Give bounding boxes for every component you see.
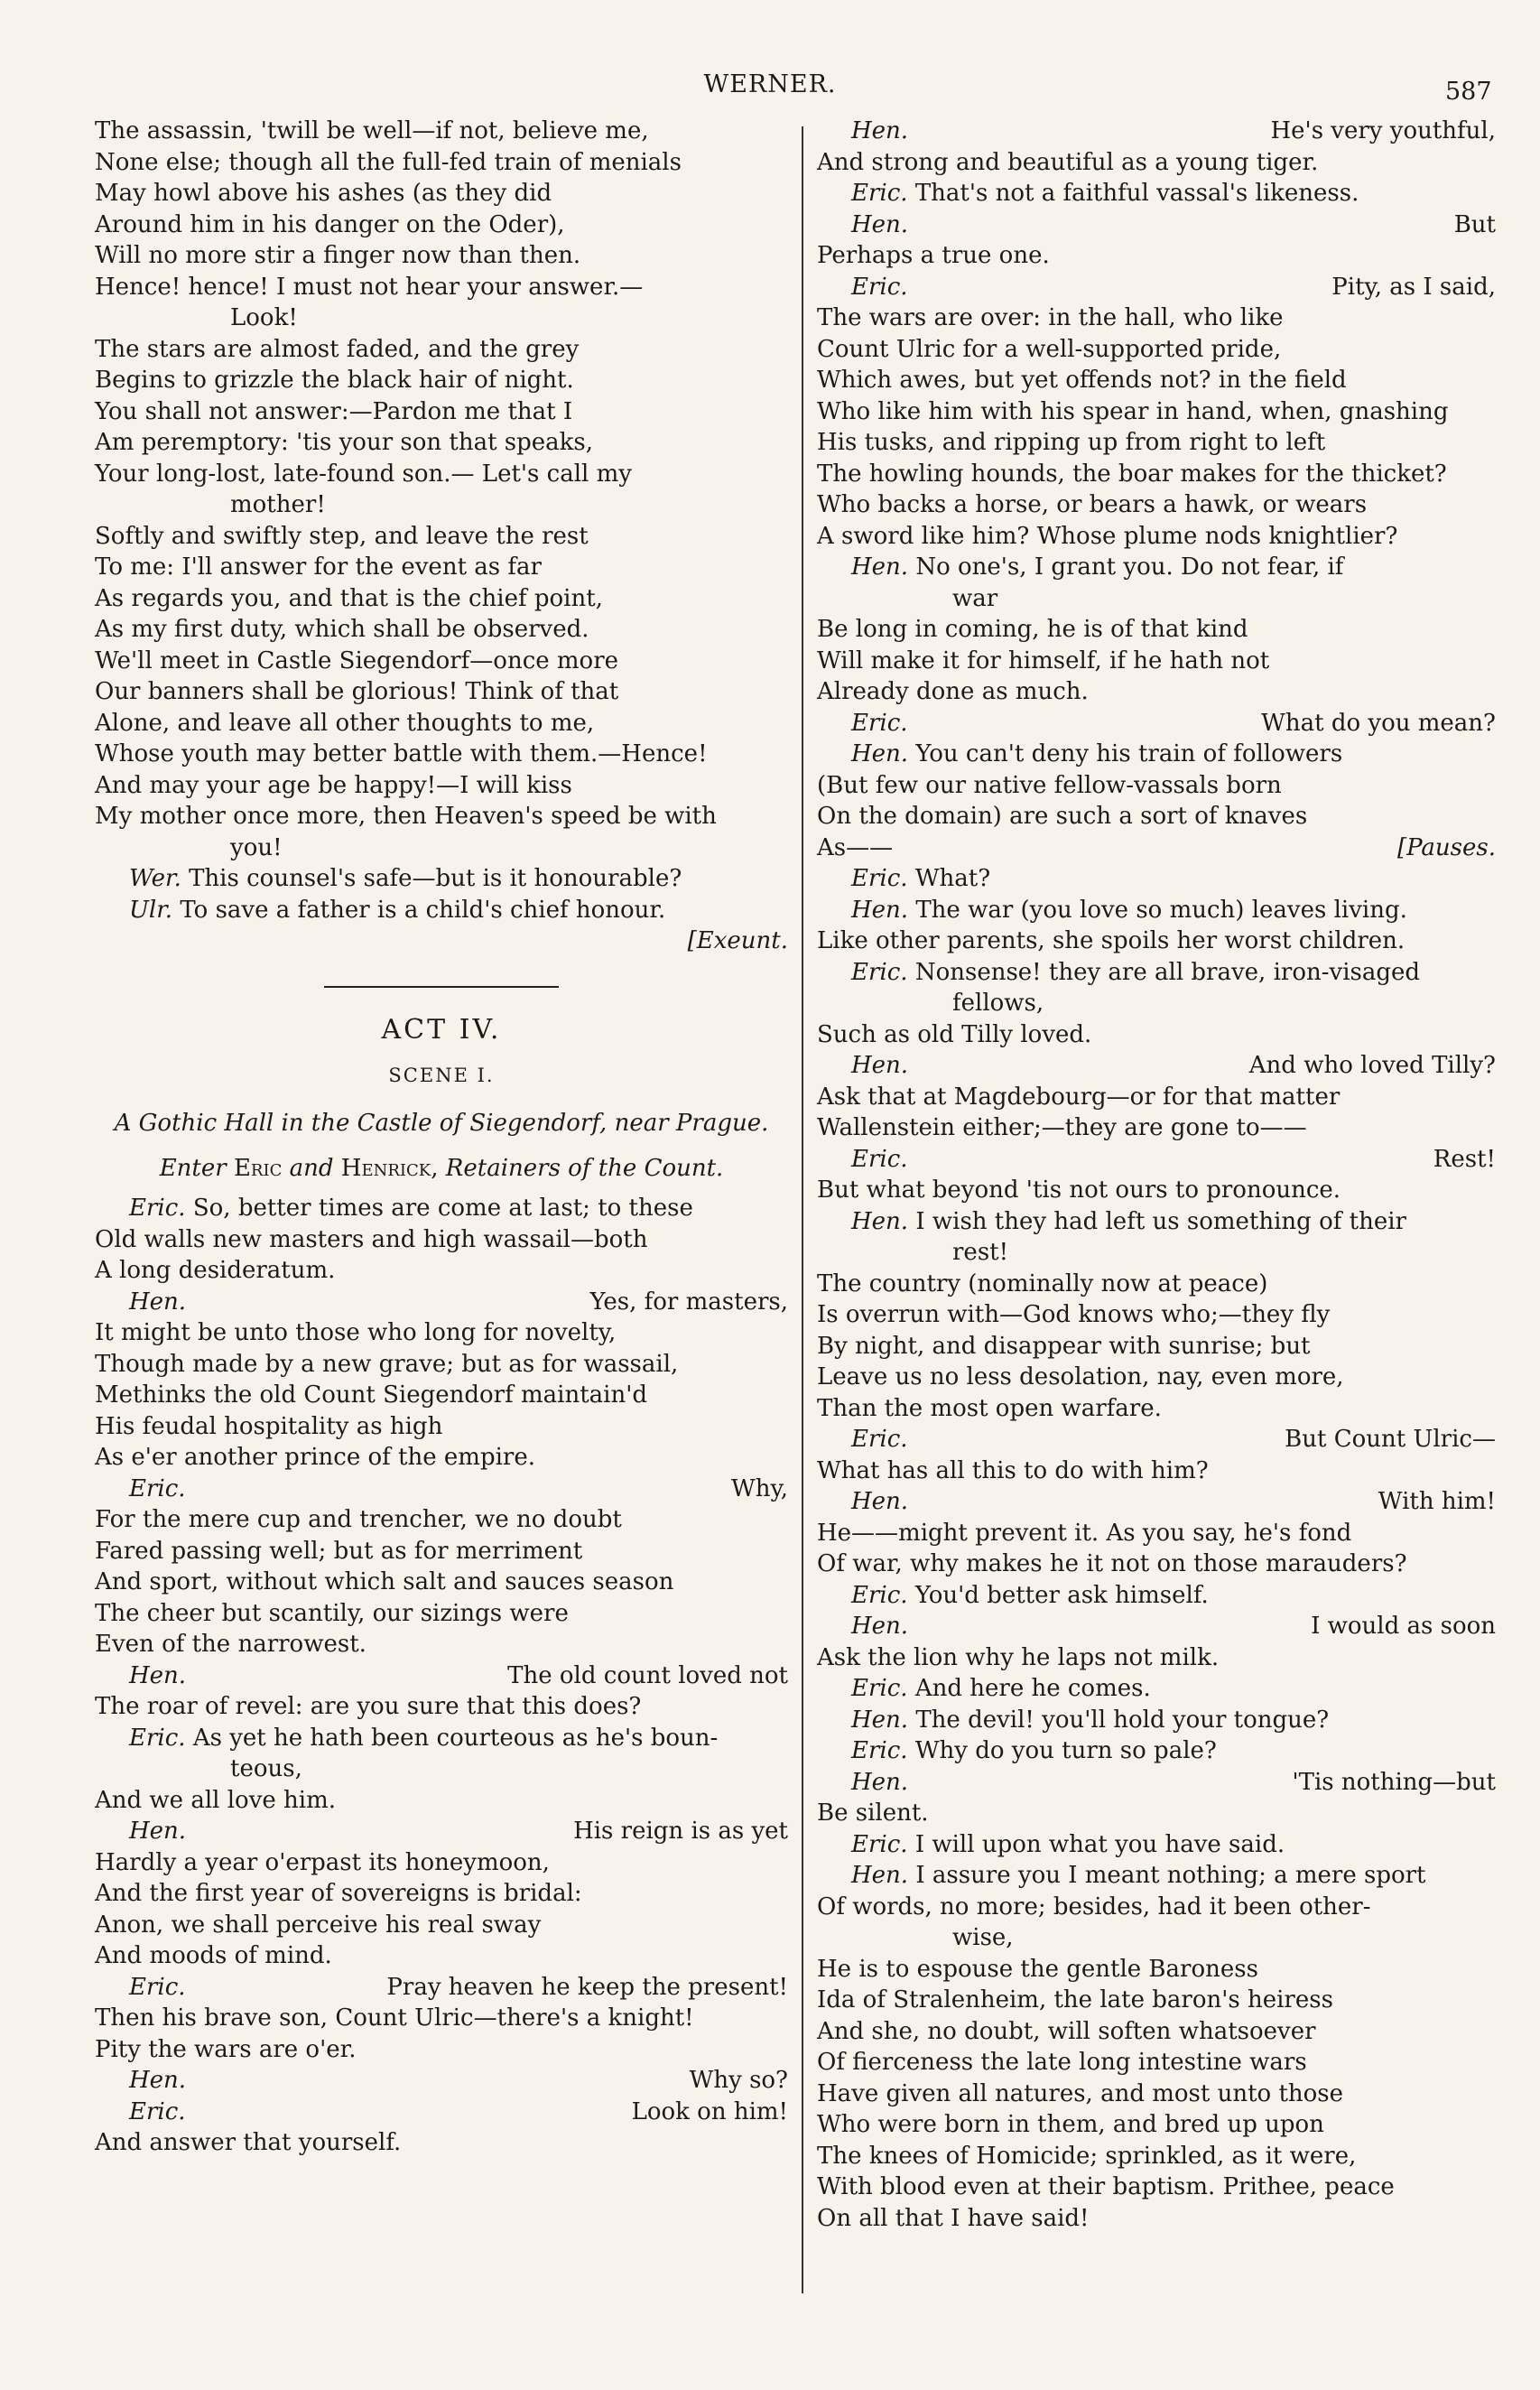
speech-line: Hen. I wish they had left us something of their [851,1207,1406,1235]
verse-line: Will no more stir a finger now than then. [95,242,581,269]
speech-line: Is overrun with—God knows who;—they fly [817,1301,1331,1328]
speech-line: Hen. The war (you love so much) leaves living. [851,896,1407,924]
speech-line: Eric. I will upon what you have said. [851,1830,1285,1858]
verse-line: None else; though all the full-fed train of menials [95,148,682,176]
stage-direction-exeunt: [Exeunt. [687,927,788,954]
speech-line: Perhaps a true one. [817,242,1050,269]
speech-line: Eric. So, better times are come at last; to these [129,1195,693,1222]
speaker-label: Hen. [851,553,909,581]
speech-line: Hen. The devil! you'll hold your tongue? [851,1706,1330,1734]
speaker-label: Hen. [851,1768,909,1796]
speech-text: This counsel's safe—but is it honourable? [189,865,682,892]
speech-line: Who backs a horse, or bears a hawk, or wears [817,491,1368,518]
speech-line: Old walls new masters and high wassail—both [95,1225,648,1253]
left-column [95,116,788,2159]
speech-line: Eric. That's not a faithful vassal's likeness. [851,180,1359,207]
speaker-label: Hen. [851,210,909,238]
character-eric: Eric [233,1154,283,1182]
speaker-label: Hen. [851,896,909,924]
speaker-label: Wer. [129,865,181,892]
speech-line: Hen. With him! [851,1488,1496,1515]
verse-line: The assassin, 'twill be well—if not, believe me, [95,117,649,144]
speech-line: Leave us no less desolation, nay, even more, [817,1363,1344,1390]
speech-line: Eric. As yet he hath been courteous as he's boun- [129,1724,719,1752]
speaker-label: Hen. [851,117,909,144]
speech-line: Hardly a year o'erpast its honeymoon, [95,1848,550,1876]
speech-line: Hen. I assure you I meant nothing; a mere sport [851,1862,1426,1889]
speech-line: As e'er another prince of the empire. [95,1444,535,1471]
speech-line: Count Ulric for a well-supported pride, [817,335,1282,363]
speech-line: Hen. Why so? [129,2067,788,2094]
enter-and: and [289,1154,334,1182]
speech-line: On the domain) are such a sort of knaves [817,803,1308,830]
speech-line: The knees of Homicide; sprinkled, as it were, [817,2142,1357,2170]
speech-line: The country (nominally now at peace) [817,1269,1268,1297]
speaker-label: Eric. [851,273,908,301]
speech-line: Such as old Tilly loved. [817,1020,1092,1048]
speech-line: A long desideratum. [95,1257,336,1284]
speaker-label: Eric. [851,1737,908,1764]
speech-line: Eric. Why do you turn so pale? [851,1737,1217,1764]
speaker-label: Hen. [851,1207,909,1235]
speech-line: And we all love him. [95,1786,337,1814]
speaker-label: Hen. [129,2067,187,2094]
speech-line: Eric. You'd better ask himself. [851,1581,1209,1609]
speech-line: Like other parents, she spoils her worst children. [817,927,1405,954]
speaker-label: Eric. [129,1724,186,1752]
speech-line: Of fierceness the late long intestine wars [817,2049,1307,2076]
speech-line: Fared passing well; but as for merriment [95,1537,583,1565]
speech-line: Even of the narrowest. [95,1631,366,1658]
speaker-label: Ulr. [129,896,173,924]
speech-line: Than the most open warfare. [817,1394,1162,1422]
speech-line: Of war, why makes he it not on those marauders? [817,1550,1407,1577]
speaker-label: Eric. [851,709,908,737]
speech-line: As—— [Pauses. [817,833,1496,861]
speech-line: Hen. And who loved Tilly? [851,1052,1496,1079]
speech-line [95,895,788,926]
right-column [817,116,1496,2234]
speech-line: And sport, without which salt and sauces season [95,1568,674,1595]
speech-line: For the mere cup and trencher, we no doubt [95,1506,622,1533]
verse-line: My mother once more, then Heaven's speed be with [95,803,717,830]
speech-line: Though made by a new grave; but as for wassail, [95,1350,679,1378]
speech-line: The howling hounds, the boar makes for the thicket? [817,460,1447,488]
speech-line: Who were born in them, and bred up upon [817,2111,1324,2138]
speech-line: But what beyond 'tis not ours to pronounce. [817,1176,1341,1204]
column-divider [802,126,803,2293]
speech-line: Hen. Yes, for masters, [129,1288,788,1316]
speech-line: Hen. But [851,210,1496,238]
speaker-label: Hen. [851,1862,909,1889]
speech-line: It might be unto those who long for novelty, [95,1319,617,1346]
speaker-label: Eric. [851,958,908,986]
speaker-label: Eric. [129,1195,186,1222]
speech-text: To save a father is a child's chief honour. [180,896,666,924]
speech-line: Methinks the old Count Siegendorf maintain'd [95,1381,648,1409]
running-title: WERNER. [703,70,837,98]
speech-line: He——might prevent it. As you say, he's fond [817,1519,1352,1547]
speech-line: Pity the wars are o'er. [95,2035,357,2063]
verse-line: The stars are almost faded, and the grey [95,335,580,363]
speaker-label: Eric. [851,1675,908,1702]
scene-heading: SCENE I. [388,1065,495,1086]
speaker-label: Hen. [129,1818,187,1845]
speech-line: The roar of revel: are you sure that this does? [95,1693,642,1720]
speech-line: With blood even at their baptism. Prithee, peace [817,2173,1395,2200]
speech-line: rest! [952,1239,1009,1266]
verse-line: Look! [230,304,298,331]
speech-line: Ida of Stralenheim, the late baron's heiress [817,1986,1333,2013]
speech-line: (But few our native fellow-vassals born [817,771,1282,799]
verse-line: Around him in his danger on the Oder), [95,210,565,238]
speaker-label: Hen. [129,1288,187,1316]
speaker-label: Eric. [851,1830,908,1858]
speech-line: Eric. And here he comes. [851,1675,1151,1702]
verse-line: Alone, and leave all other thoughts to me, [95,709,595,737]
speech-line: fellows, [952,990,1044,1017]
verse-line: May howl above his ashes (as they did [95,180,552,207]
speech-line: Be long in coming, he is of that kind [817,616,1248,643]
speaker-label: Hen. [851,1613,909,1640]
section-rule [324,986,559,988]
speech-line: Which awes, but yet offends not? in the field [817,367,1347,394]
speech-line: The wars are over: in the hall, who like [817,304,1284,331]
speech-line: His tusks, and ripping up from right to left [817,429,1326,456]
speaker-label: Hen. [851,1052,909,1079]
speech-line: teous, [230,1755,302,1782]
verse-line: And may your age be happy!—I will kiss [95,771,572,799]
stage-direction-enter [95,1153,788,1185]
verse-line: You shall not answer:—Pardon me that I [95,397,573,425]
speaker-label: Eric. [129,1973,186,2001]
verse-line: you! [230,833,283,861]
speech-line: By night, and disappear with sunrise; but [817,1332,1311,1360]
speech-line: Eric. Pray heaven he keep the present! [129,1973,788,2001]
speaker-label: Eric. [129,2097,186,2125]
enter-word: Enter [159,1154,227,1182]
speech-line: His feudal hospitality as high [95,1412,443,1440]
speech-line: A sword like him? Whose plume nods knightlier? [817,522,1398,550]
speech-line: war [952,584,998,612]
speech-line: Ask the lion why he laps not milk. [817,1643,1220,1671]
speaker-label: Hen. [851,740,909,767]
speech-line: Be silent. [817,1799,929,1827]
speech-line: Eric. Rest! [851,1145,1496,1173]
page-number: 587 [1445,78,1492,106]
speaker-label: Hen. [129,1661,187,1689]
speech-line: Eric. Pity, as I said, [851,273,1496,301]
scene-description: A Gothic Hall in the Castle of Siegendorf, near Prague. [114,1109,769,1137]
speech-line: Hen. I would as soon [851,1613,1496,1640]
speaker-label: Eric. [851,1581,908,1609]
speech-line: wise, [952,1924,1014,1951]
left-top-speech [95,116,788,863]
speech-line: Hen. The old count loved not [129,1661,788,1689]
act-heading: ACT IV. [381,1013,502,1046]
speech-line: Hen. He's very youthful, [851,117,1496,144]
speech-line: Eric. What? [851,865,991,892]
speech-line: Have given all natures, and most unto those [817,2079,1344,2107]
speech-line: Eric. Nonsense! they are all brave, iron-visaged [851,958,1421,986]
speech-line: He is to espouse the gentle Baroness [817,1955,1258,1983]
speech-line: Eric. What do you mean? [851,709,1496,737]
speech-line: Eric. Why, [129,1474,788,1502]
verse-line: We'll meet in Castle Siegendorf—once more [95,646,619,674]
speech-line: Already done as much. [817,678,1089,705]
speaker-label: Eric. [129,1474,186,1502]
speech-line: Hen. You can't deny his train of followers [851,740,1343,767]
speaker-label: Hen. [851,1706,909,1734]
speech-line: Hen. No one's, I grant you. Do not fear, if [851,553,1344,581]
speaker-label: Hen. [851,1488,909,1515]
speaker-label: Eric. [851,180,908,207]
speech-line: And answer that yourself. [95,2129,402,2156]
character-henrick: Henrick, [340,1154,439,1182]
speech-line: Who like him with his spear in hand, when, gnashing [817,397,1449,425]
speech-line: Anon, we shall perceive his real sway [95,1911,542,1939]
speech-line: And the first year of sovereigns is bridal: [95,1880,582,1907]
speech-line: The cheer but scantily, our sizings were [95,1599,569,1627]
speech-line: What has all this to do with him? [817,1456,1209,1484]
verse-line: Our banners shall be glorious! Think of that [95,678,619,705]
left-dialogue [95,1193,788,2159]
speech-line: Will make it for himself, if he hath not [817,646,1270,674]
speech-line: Ask that at Magdebourg—or for that matter [817,1083,1341,1111]
enter-suffix: Retainers of the Count. [445,1154,724,1182]
speech-line [95,863,788,895]
speaker-label: Eric. [851,1145,908,1173]
right-dialogue [817,116,1496,2234]
verse-line: Begins to grizzle the black hair of night. [95,367,574,394]
verse-line: Hence! hence! I must not hear your answer.— [95,273,644,301]
speech-line: And strong and beautiful as a young tiger. [817,148,1319,176]
speech-line: Of words, no more; besides, had it been other- [817,1892,1371,1920]
speech-line: And moods of mind. [95,1942,332,1969]
verse-line: Am peremptory: 'tis your son that speaks, [95,429,594,456]
verse-line: Your long-lost, late-found son.— Let's call my [95,460,632,488]
speech-line: Eric. But Count Ulric— [851,1426,1496,1453]
speaker-label: Eric. [851,865,908,892]
verse-line: As my first duty, which shall be observed. [95,616,589,643]
speech-line: Eric. Look on him! [129,2097,788,2125]
verse-line: To me: I'll answer for the event as far [95,553,542,581]
speech-line: And she, no doubt, will soften whatsoever [817,2017,1316,2045]
verse-line: Softly and swiftly step, and leave the rest [95,522,589,550]
speech-line: Hen. His reign is as yet [129,1818,788,1845]
speaker-label: Eric. [851,1426,908,1453]
verse-line: Whose youth may better battle with them.—Hence! [95,740,708,767]
verse-line: mother! [230,491,326,518]
speech-line: Hen. 'Tis nothing—but [851,1768,1496,1796]
speech-line: On all that I have said! [817,2204,1090,2232]
speech-line: Then his brave son, Count Ulric—there's a knight! [95,2004,694,2032]
verse-line: As regards you, and that is the chief point, [95,584,603,612]
speech-line: Wallenstein either;—they are gone to—— [817,1114,1307,1141]
